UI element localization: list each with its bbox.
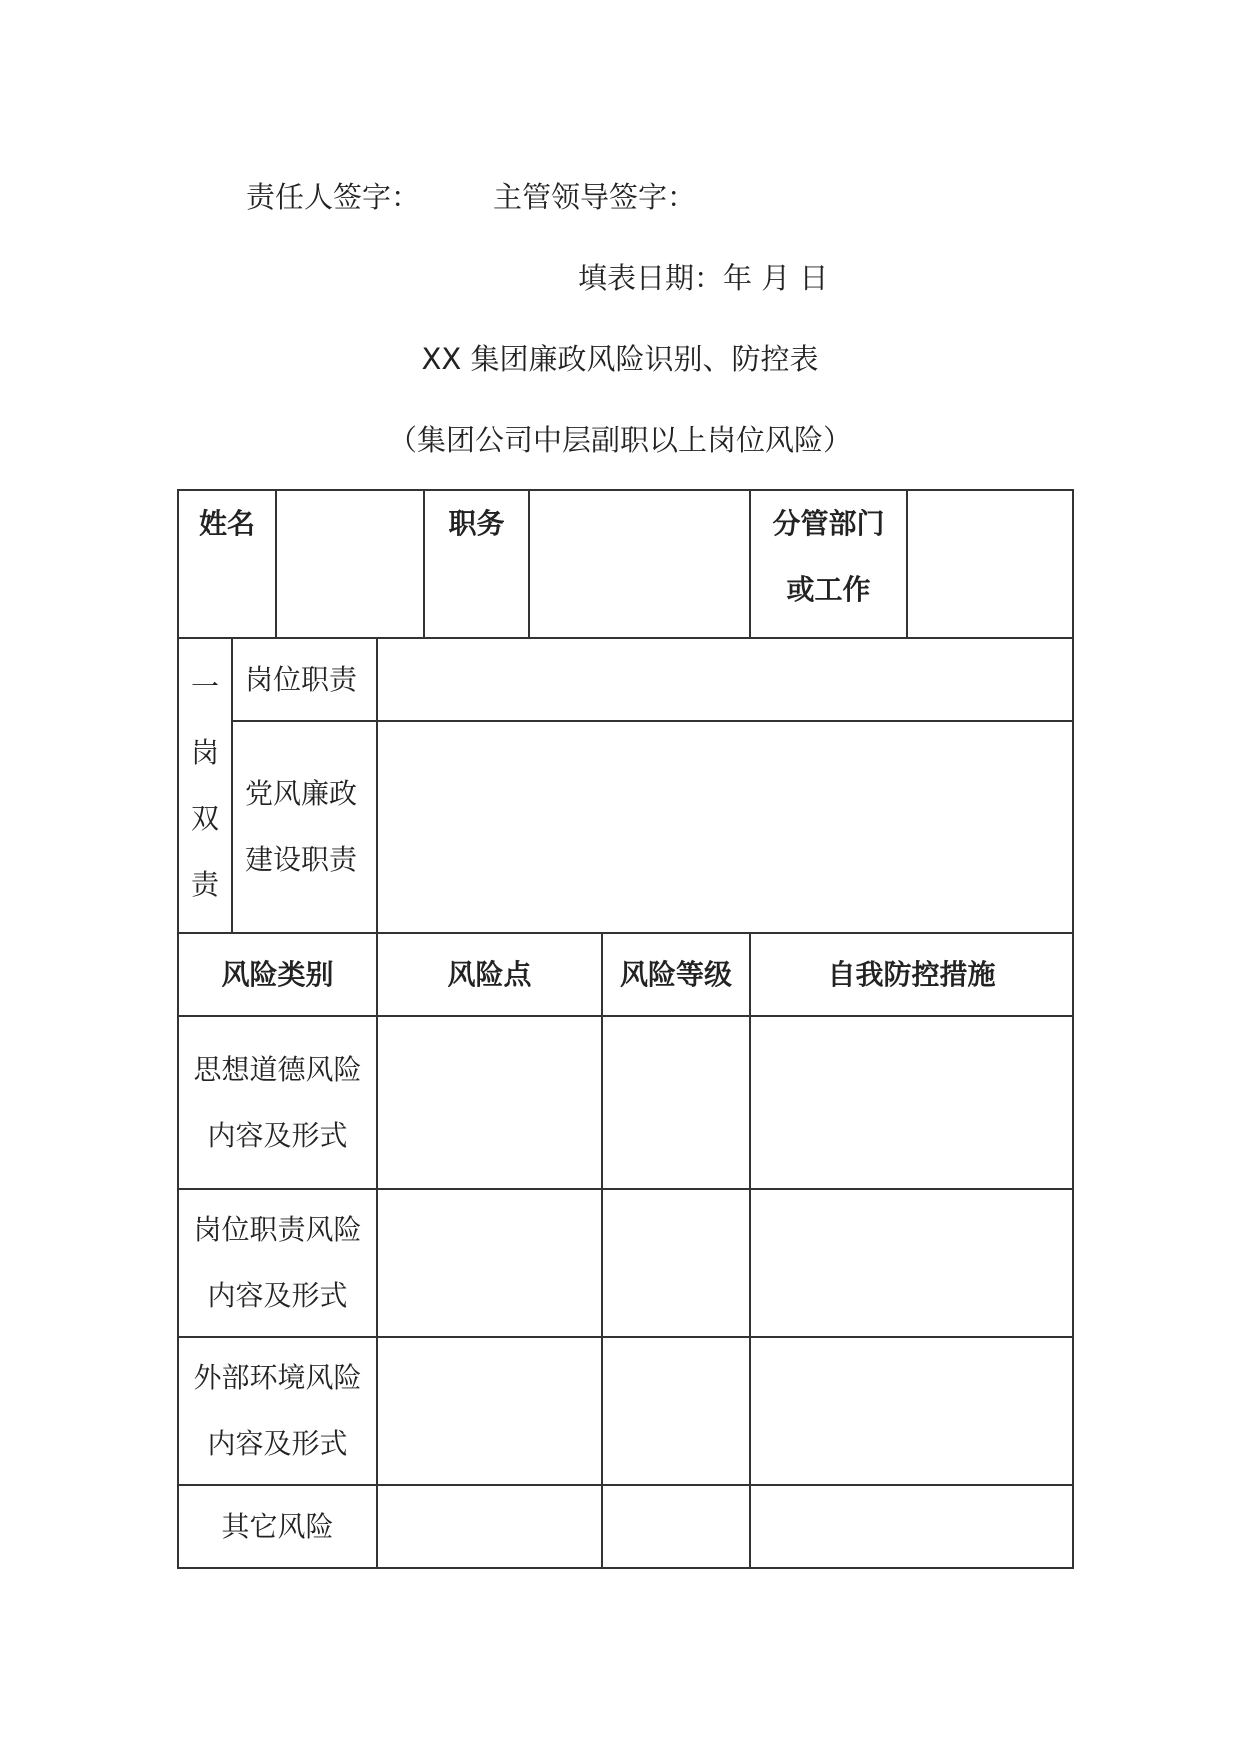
leader-signature-label: 主管领导签字：: [493, 180, 697, 214]
risk-form-table: [177, 489, 1074, 1569]
duty-label-cell: [232, 638, 377, 721]
risk-level-cell[interactable]: [602, 1016, 750, 1189]
name-value-cell[interactable]: [276, 490, 424, 638]
risk-category-cell: [178, 1337, 377, 1485]
column-header-risk-point: [377, 933, 602, 1016]
dept-value-cell[interactable]: [907, 490, 1073, 638]
name-label-cell: [178, 490, 276, 638]
risk-category-line1: 外部环境风险: [193, 1361, 362, 1394]
position-value-cell[interactable]: [529, 490, 750, 638]
risk-category-line1: 思想道德风险: [193, 1052, 362, 1086]
risk-point-cell[interactable]: [377, 1189, 602, 1337]
risk-level-cell[interactable]: [602, 1189, 750, 1337]
page-subtitle: （集团公司中层副职以上岗位风险）: [387, 423, 852, 457]
risk-measures-cell[interactable]: [750, 1016, 1073, 1189]
risk-category-line1: 岗位职责风险: [193, 1213, 362, 1246]
column-header-category: [178, 933, 377, 1016]
section-label: 一岗双责: [190, 669, 219, 901]
column-header-risk-level-label: 风险等级: [620, 957, 733, 991]
party-value-cell[interactable]: [377, 721, 1073, 933]
column-header-measures: [750, 933, 1073, 1016]
risk-category-cell: [178, 1485, 377, 1568]
column-header-measures-label: 自我防控措施: [827, 957, 996, 991]
person-signature-label: 责任人签字：: [246, 180, 421, 214]
position-label: 职务: [448, 507, 505, 540]
name-label: 姓名: [199, 507, 256, 540]
dept-label-cell: [750, 490, 907, 638]
table-row: [178, 1485, 1073, 1568]
fill-date-label: 填表日期：年 月 日: [578, 261, 829, 295]
risk-point-cell[interactable]: [377, 1485, 602, 1568]
column-header-risk-level: [602, 933, 750, 1016]
risk-point-cell[interactable]: [377, 1016, 602, 1189]
risk-category-line2: 内容及形式: [207, 1118, 348, 1152]
column-header-category-label: 风险类别: [221, 957, 334, 991]
risk-category-line2: 内容及形式: [207, 1427, 348, 1460]
risk-measures-cell[interactable]: [750, 1337, 1073, 1485]
party-label-line1: 党风廉政: [245, 777, 358, 810]
table-row: [178, 1337, 1073, 1485]
risk-level-cell[interactable]: [602, 1337, 750, 1485]
page-title: XX 集团廉政风险识别、防控表: [421, 342, 819, 376]
risk-category-cell: [178, 1016, 377, 1189]
section-label-cell: [178, 638, 232, 933]
risk-point-cell[interactable]: [377, 1337, 602, 1485]
risk-measures-cell[interactable]: [750, 1189, 1073, 1337]
duty-label: 岗位职责: [245, 662, 358, 696]
risk-category-cell: [178, 1189, 377, 1337]
risk-measures-cell[interactable]: [750, 1485, 1073, 1568]
duty-value-cell[interactable]: [377, 638, 1073, 721]
party-label-line2: 建设职责: [245, 843, 358, 876]
dept-label-line1: 分管部门: [772, 507, 885, 540]
risk-level-cell[interactable]: [602, 1485, 750, 1568]
party-label-cell: [232, 721, 377, 933]
position-label-cell: [424, 490, 529, 638]
table-row: [178, 1189, 1073, 1337]
dept-label-line2: 或工作: [786, 573, 871, 606]
risk-category-line2: 内容及形式: [207, 1279, 348, 1312]
column-header-risk-point-label: 风险点: [447, 957, 532, 991]
table-row: [178, 1016, 1073, 1189]
risk-category-line1: 其它风险: [221, 1509, 334, 1543]
